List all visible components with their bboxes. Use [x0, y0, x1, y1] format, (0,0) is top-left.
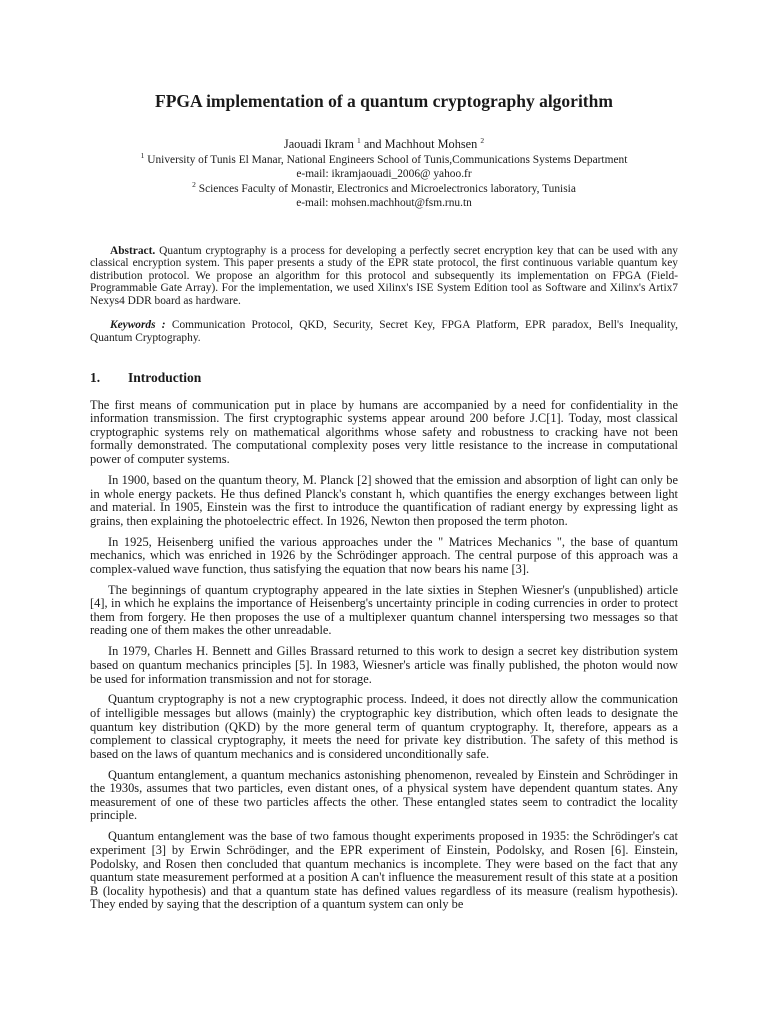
- abstract-text: Quantum cryptography is a process for developing a perfectly secret encryption key that can be used with any classical encryption system. This paper presents a study of the EPR state protocol, the first continuous variable quantum key distribution protocol. We propose an algorithm for this protocol and subsequently its implementation on FPGA (Field-Programmable Gate Array). For the implementation, we used Xilinx's ISE System Edition tool as Software and Xilinx's Artix7 Nexys4 DDR board as hardware.: [90, 244, 678, 307]
- affiliation-2-text: Sciences Faculty of Monastir, Electronics and Microelectronics laboratory, Tunisia: [198, 182, 576, 195]
- abstract: [90, 245, 678, 308]
- affiliation-1-sup: 1: [140, 150, 145, 160]
- email-2: e-mail: mohsen.machhout@fsm.rnu.tn: [296, 197, 472, 209]
- paragraph: Quantum entanglement was the base of two famous thought experiments proposed in 1935: the Schrödinger's cat experiment [3] by Erwin Schrödinger, and the EPR experiment of Einstein, Podolsky, and Rosen [6]. Einstein, Podolsky, and Rosen then concluded that quantum mechanics is incomplete. They were based on the fact that any quantum state measurement performed at a position A can't influence the measurement result of this state at a position B (locality hypothesis) and that a quantum state has defined values regardless of its measure (realism hypothesis). They ended by saying that the description of a quantum system can only be: [90, 829, 678, 912]
- affiliation-1-text: University of Tunis El Manar, National Engineers School of Tunis,Communications Systems Department: [147, 153, 628, 166]
- affiliation-1: [90, 150, 678, 168]
- author-1: Jaouadi Ikram: [283, 137, 354, 151]
- keywords: [90, 319, 678, 344]
- author-2: Machhout Mohsen: [384, 137, 478, 151]
- paragraph: Quantum cryptography is not a new cryptographic process. Indeed, it does not directly allow the communication of intelligible messages but allows (mainly) the cryptographic key distribution, which often leads to designate the quantum key distribution (QKD) by the more general term of quantum cryptography. It, therefore, appears as a complement to classical cryptography, it meets the need for private key distribution. The safety of this method is based on the laws of quantum mechanics and is considered unconditionally safe.: [90, 692, 678, 761]
- paper-title: FPGA implementation of a quantum cryptography algorithm: [155, 91, 613, 111]
- affiliation-2: [90, 179, 678, 197]
- section-title: Introduction: [128, 369, 202, 385]
- abstract-label: Abstract.: [110, 244, 156, 257]
- email-1: e-mail: ikramjaouadi_2006@ yahoo.fr: [296, 168, 472, 180]
- affiliation-2-sup: 2: [192, 179, 196, 189]
- paragraph: The first means of communication put in place by humans are accompanied by a need for confidentiality in the information transmission. The first cryptographic systems appear around 200 before J.C[1]. Today, most classical cryptographic systems rely on mathematical algorithms whose safety and robustness to cracking have not been formally demonstrated. The computational complexity poses very little resistance to the increase in computational power of computer systems.: [90, 397, 678, 467]
- paragraph: The beginnings of quantum cryptography appeared in the late sixties in Stephen Wiesner's (unpublished) article [4], in which he explains the importance of Heisenberg's uncertainty principle in coding currencies in order to protect them from forgery. He then proposes the use of a multiplexer quantum channel interspersing two messages so that reading one of them makes the other unreadable.: [90, 582, 678, 638]
- authors-and: and: [363, 137, 382, 151]
- section-body: [90, 399, 678, 912]
- section-heading: [90, 370, 678, 386]
- keywords-label: Keywords :: [110, 319, 166, 332]
- paragraph: In 1925, Heisenberg unified the various approaches under the " Matrices Mechanics ", the base of quantum mechanics, which was enriched in 1926 by the Schrödinger approach. The central purpose of this approach was a complex-valued wave function, thus satisfying the equation that now bears his name [3].: [90, 534, 678, 576]
- author-2-sup: 2: [480, 136, 485, 145]
- paragraph: Quantum entanglement, a quantum mechanics astonishing phenomenon, revealed by Einstein and Schrödinger in the 1930s, assumes that two particles, even distant ones, of a physical system have dependent quantum states. Any measurement of one of these two particles affects the other. These entangled states seem to contradict the locality principle.: [90, 767, 678, 823]
- authors-line: [90, 137, 678, 152]
- section-number: 1.: [90, 369, 101, 385]
- paragraph: In 1979, Charles H. Bennett and Gilles Brassard returned to this work to design a secret key distribution system based on quantum mechanics principles [5]. In 1983, Wiesner's article was finally published, the photon would now be used for information transmission and not for storage.: [90, 644, 678, 686]
- author-block: [90, 137, 678, 211]
- keywords-text: Communication Protocol, QKD, Security, Secret Key, FPGA Platform, EPR paradox, Bell's Inequality, Quantum Cryptography.: [90, 319, 678, 345]
- author-1-sup: 1: [357, 136, 361, 145]
- paragraph: In 1900, based on the quantum theory, M. Planck [2] showed that the emission and absorption of light can only be in whole energy packets. He thus defined Planck's constant h, which quantifies the energy exchanges between light and material. In 1905, Einstein was the first to introduce the quantification of radiant energy by expressing light as grains, then explaining the photoelectric effect. In 1926, Newton then proposed the term photon.: [90, 472, 678, 528]
